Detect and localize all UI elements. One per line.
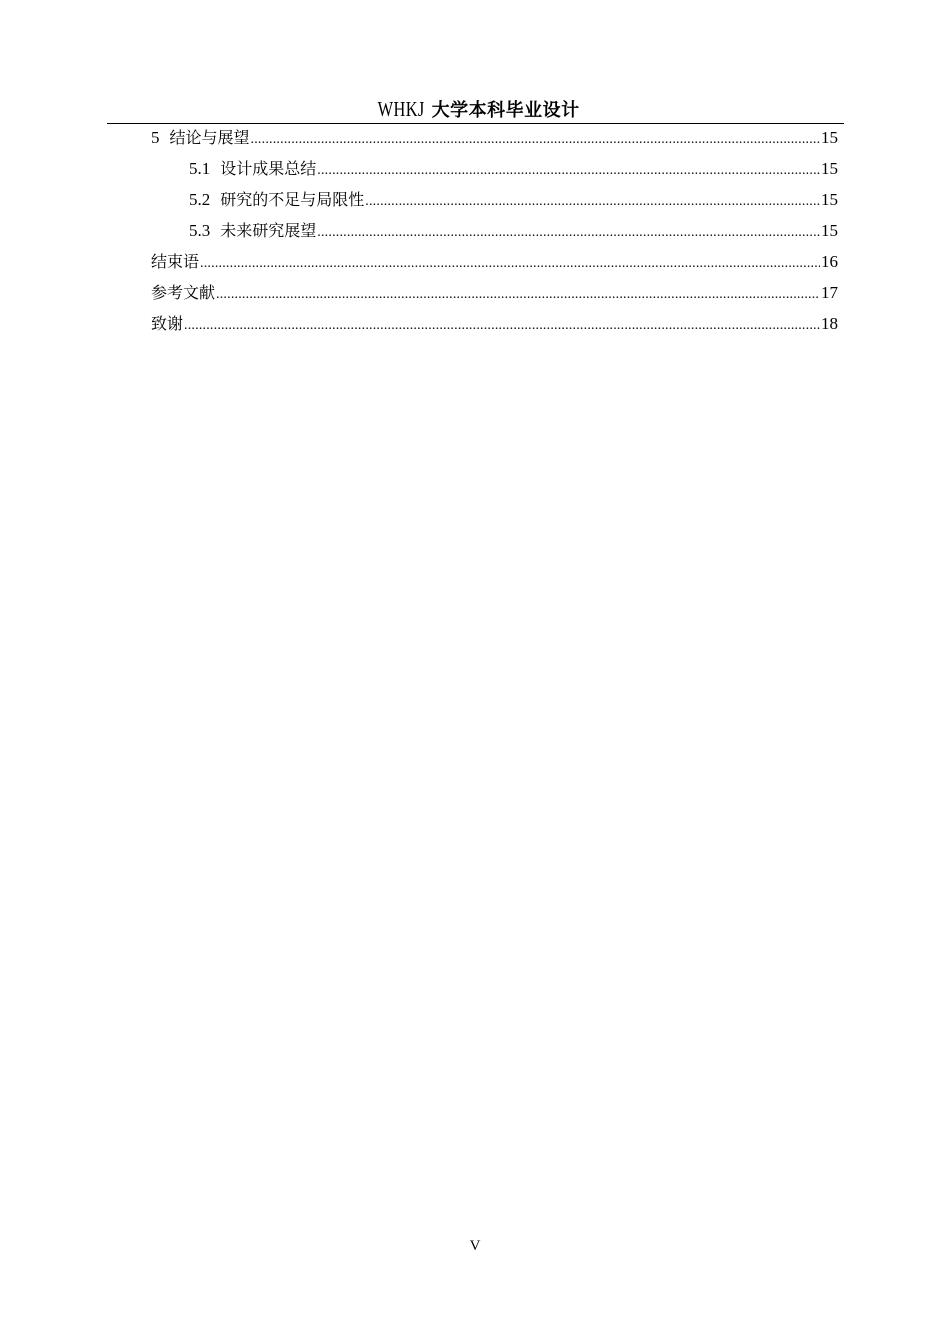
toc-entry-page: 15 bbox=[821, 128, 838, 147]
toc-entry[interactable] bbox=[151, 279, 838, 310]
toc-entry-page: 15 bbox=[821, 190, 838, 209]
toc-entry-page: 15 bbox=[821, 159, 838, 178]
toc-entry[interactable] bbox=[151, 217, 838, 248]
table-of-contents bbox=[151, 124, 838, 341]
toc-entry[interactable] bbox=[151, 248, 838, 279]
page-number: V bbox=[469, 1238, 481, 1254]
header-latin-text: WHKJ bbox=[377, 97, 426, 121]
toc-dot-leader bbox=[251, 126, 820, 154]
header-cjk-text: 大学本科毕业设计 bbox=[431, 100, 580, 121]
toc-entry[interactable] bbox=[151, 155, 838, 186]
toc-entry-number: 5 bbox=[151, 128, 160, 147]
toc-entry-page: 18 bbox=[821, 314, 838, 333]
toc-entry-title: 结论与展望 bbox=[169, 128, 250, 147]
toc-dot-leader bbox=[216, 281, 820, 309]
toc-entry-title: 致谢 bbox=[151, 314, 184, 333]
toc-dot-leader bbox=[317, 157, 820, 185]
toc-entry-number: 5.1 bbox=[189, 159, 211, 178]
toc-entry[interactable] bbox=[151, 310, 838, 341]
toc-entry[interactable] bbox=[151, 124, 838, 155]
toc-entry-title: 结束语 bbox=[151, 252, 200, 271]
toc-dot-leader bbox=[317, 219, 820, 247]
toc-dot-leader bbox=[184, 312, 820, 340]
toc-entry[interactable] bbox=[151, 186, 838, 217]
toc-entry-page: 15 bbox=[821, 221, 838, 240]
toc-entry-number: 5.3 bbox=[189, 221, 211, 240]
toc-entry-number: 5.2 bbox=[189, 190, 211, 209]
page-header bbox=[107, 96, 844, 124]
toc-entry-page: 16 bbox=[821, 252, 838, 271]
toc-entry-title: 研究的不足与局限性 bbox=[220, 190, 365, 209]
toc-entry-title: 参考文献 bbox=[151, 283, 216, 302]
toc-entry-title: 未来研究展望 bbox=[220, 221, 317, 240]
toc-entry-page: 17 bbox=[821, 283, 838, 302]
toc-dot-leader bbox=[365, 188, 820, 216]
toc-dot-leader bbox=[200, 250, 820, 278]
toc-entry-title: 设计成果总结 bbox=[220, 159, 317, 178]
